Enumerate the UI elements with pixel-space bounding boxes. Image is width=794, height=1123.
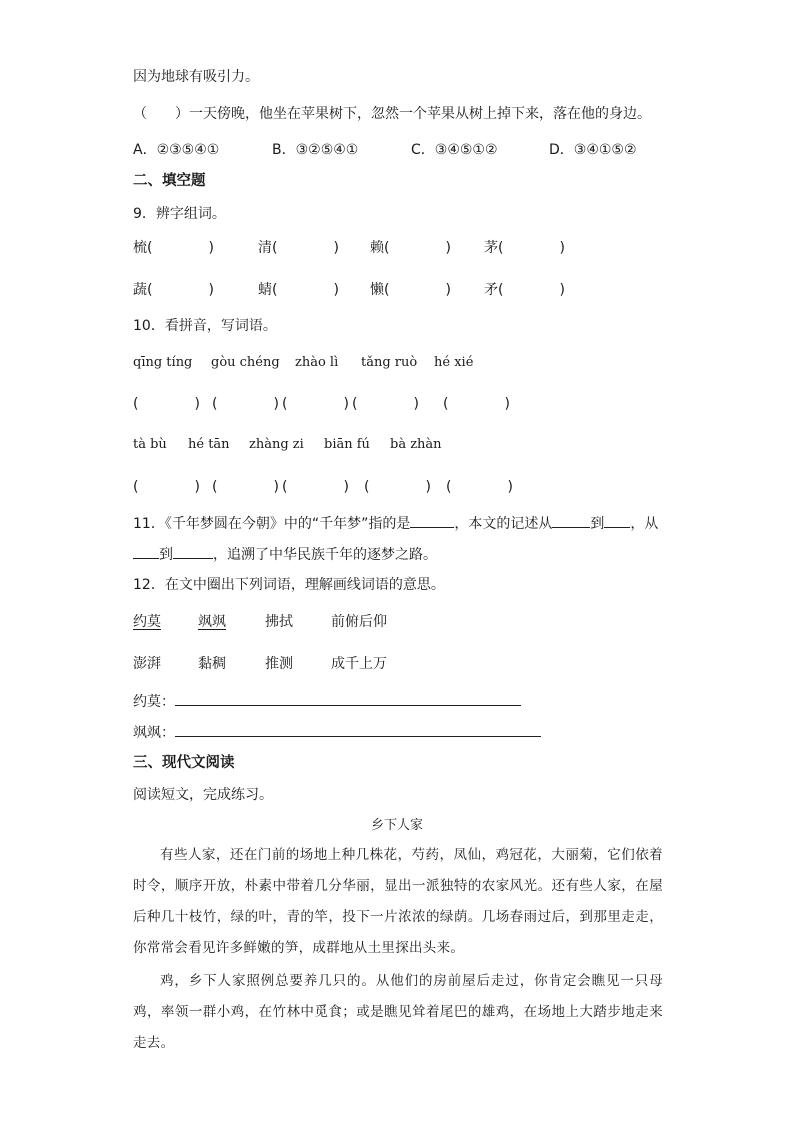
q12-prompt: 12．在文中圈出下列词语，理解画线词语的意思。 [133,577,445,593]
q10-pinyin: zhào lì [295,355,339,370]
q9-item: 蜻( ) [258,282,339,298]
q11-text: 11．《千年梦圆在今朝》中的“千年梦”指的是 [133,516,411,532]
q12-define-blank-2[interactable] [175,722,541,737]
q10-pinyin: qīng tíng [133,355,193,370]
section-heading-fill-blank: 二、填空题 [133,173,206,189]
q11-text: ，本文的记述从 [454,516,553,532]
q11-text: ，追溯了中华民族千年的逐梦之路。 [213,547,437,563]
q12-define-blank-1[interactable] [175,691,521,706]
q10-answer-blank: ( ) [446,479,513,495]
q10-answer-blank: ( ) [443,396,510,412]
q10-pinyin: zhàng zi [249,437,304,452]
q10-answer-blank: ( ) [133,396,200,412]
q10-pinyin: tà bù [133,437,167,452]
q10-answer-blank: ( ) [352,396,419,412]
q11-text: 到 [159,547,173,563]
q10-pinyin: hé xié [434,355,474,370]
q8-option-c: C．③④⑤①② [411,142,498,158]
q12-word-underlined: 飒飒 [198,614,226,630]
q12-word-underlined: 约莫 [133,614,161,630]
q10-pinyin: bà zhàn [390,437,442,452]
q9-item: 清( ) [258,240,339,256]
q10-answer-blank: ( ) [212,396,279,412]
q12-word: 澎湃 [133,656,161,672]
q8-text-line1: 因为地球有吸引力。 [133,69,259,85]
q11-blank-4[interactable] [133,544,159,559]
q8-option-d: D．③④①⑤② [549,142,637,158]
q12-word: 黏稠 [198,656,226,672]
q9-item: 矛( ) [484,282,565,298]
q10-answer-blank: ( ) [282,479,349,495]
q12-word: 推测 [265,656,293,672]
q11-line1 [133,513,658,534]
q10-pinyin: gòu chéng [211,355,280,370]
q8-text-line2: （ ）一天傍晚，他坐在苹果树下，忽然一个苹果从树上掉下来，落在他的身边。 [133,106,651,122]
passage-title: 乡下人家 [370,818,423,833]
q9-prompt: 9．辨字组词。 [133,206,226,222]
q11-line2 [133,544,437,565]
passage-paragraph-2: 鸡，乡下人家照例总要养几只的。从他们的房前屋后走过，你肯定会瞧见一只母鸡，率领一群小鸡，在竹林中觅食；或是瞧见耸着尾巴的雄鸡，在场地上大踏步地走来走去。 [133,973,663,1051]
q12-define-label: 约莫： [133,694,175,710]
q10-answer-blank: ( ) [133,479,200,495]
passage-paragraph-1: 有些人家，还在门前的场地上种几株花，芍药，凤仙，鸡冠花，大丽菊，它们依着时令，顺序开放，朴素中带着几分华丽，显出一派独特的农家风光。还有些人家，在屋后种几十枝竹，绿的叶，青的竿，投下一片浓浓的绿荫。几场春雨过后，到那里走走，你常常会看见许多鲜嫩的笋，成群地从土里探出头来。 [133,847,663,956]
q12-define-row-2 [133,722,541,743]
q8-option-b: B．③②⑤④① [272,142,359,158]
q11-blank-3[interactable] [604,513,630,528]
q12-word: 拂拭 [265,614,293,630]
q11-blank-5[interactable] [173,544,213,559]
section-heading-reading: 三、现代文阅读 [133,755,235,771]
q10-answer-blank: ( ) [282,396,349,412]
q12-define-label: 飒飒： [133,725,175,741]
q12-word: 前俯后仰 [331,614,387,630]
q10-prompt: 10．看拼音，写词语。 [133,318,277,334]
q12-word: 成千上万 [331,656,387,672]
q9-item: 赖( ) [370,240,451,256]
q9-item: 茅( ) [484,240,565,256]
q11-text: ，从 [630,516,659,532]
q8-option-a: A．②③⑤④① [133,142,220,158]
q9-item: 梳( ) [133,240,214,256]
q9-item: 蔬( ) [133,282,214,298]
q10-pinyin: tǎng ruò [361,355,418,370]
q11-blank-1[interactable] [410,513,454,528]
q10-answer-blank: ( ) [212,479,279,495]
q9-item: 懒( ) [370,282,451,298]
reading-instruction: 阅读短文，完成练习。 [133,787,273,803]
q12-define-row-1 [133,691,521,712]
q10-pinyin: biān fú [324,437,370,452]
q10-answer-blank: ( ) [364,479,431,495]
q11-blank-2[interactable] [552,513,590,528]
q10-pinyin: hé tān [188,437,230,452]
q11-text: 到 [590,516,605,532]
